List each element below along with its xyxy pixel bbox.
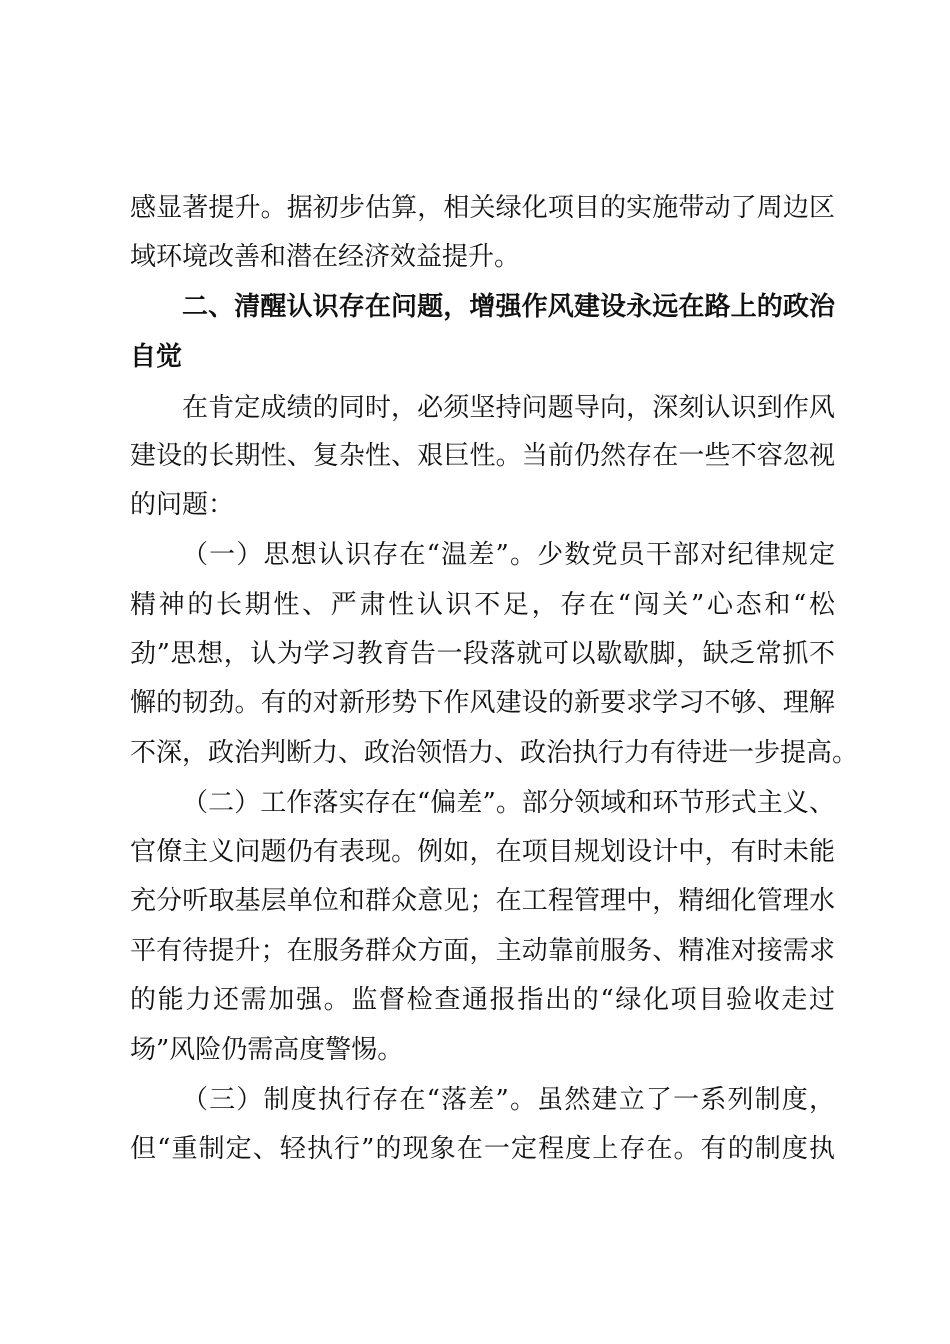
- subsection-line: （一）思想认识存在“温差”。少数党员干部对纪律规定: [182, 540, 835, 570]
- section-heading-continuation: 自觉: [130, 342, 183, 372]
- body-text-line: 感显著提升。据初步估算，相关绿化项目的实施带动了周边区: [130, 193, 835, 223]
- body-text-line: 在肯定成绩的同时，必须坚持问题导向，深刻认识到作风: [182, 393, 835, 423]
- body-text-line: 的问题：: [130, 490, 235, 520]
- body-text-line: 不深，政治判断力、政治领悟力、政治执行力有待进一步提高。: [130, 738, 859, 768]
- section-heading: 二、清醒认识存在问题，增强作风建设永远在路上的政治: [182, 292, 835, 322]
- body-text-line: 懈的韧劲。有的对新形势下作风建设的新要求学习不够、理解: [130, 688, 835, 718]
- body-text-line: 但“重制定、轻执行”的现象在一定程度上存在。有的制度执: [130, 1134, 835, 1164]
- body-text-line: 劲”思想，认为学习教育告一段落就可以歇歇脚，缺乏常抓不: [130, 639, 835, 669]
- body-text-line: 域环境改善和潜在经济效益提升。: [130, 242, 521, 272]
- body-text-line: 的能力还需加强。监督检查通报指出的“绿化项目验收走过: [130, 985, 835, 1015]
- subsection-line: （二）工作落实存在“偏差”。部分领域和环节形式主义、: [182, 788, 835, 818]
- subsection-line: （三）制度执行存在“落差”。虽然建立了一系列制度，: [182, 1085, 835, 1115]
- body-text-line: 建设的长期性、复杂性、艰巨性。当前仍然存在一些不容忽视: [130, 441, 835, 471]
- body-text-line: 精神的长期性、严肃性认识不足，存在“闯关”心态和“松: [130, 590, 835, 620]
- body-text-line: 平有待提升；在服务群众方面，主动靠前服务、精准对接需求: [130, 936, 835, 966]
- body-text-line: 官僚主义问题仍有表现。例如，在项目规划设计中，有时未能: [130, 837, 835, 867]
- body-text-line: 场”风险仍需高度警惕。: [130, 1035, 404, 1065]
- body-text-line: 充分听取基层单位和群众意见；在工程管理中，精细化管理水: [130, 886, 835, 916]
